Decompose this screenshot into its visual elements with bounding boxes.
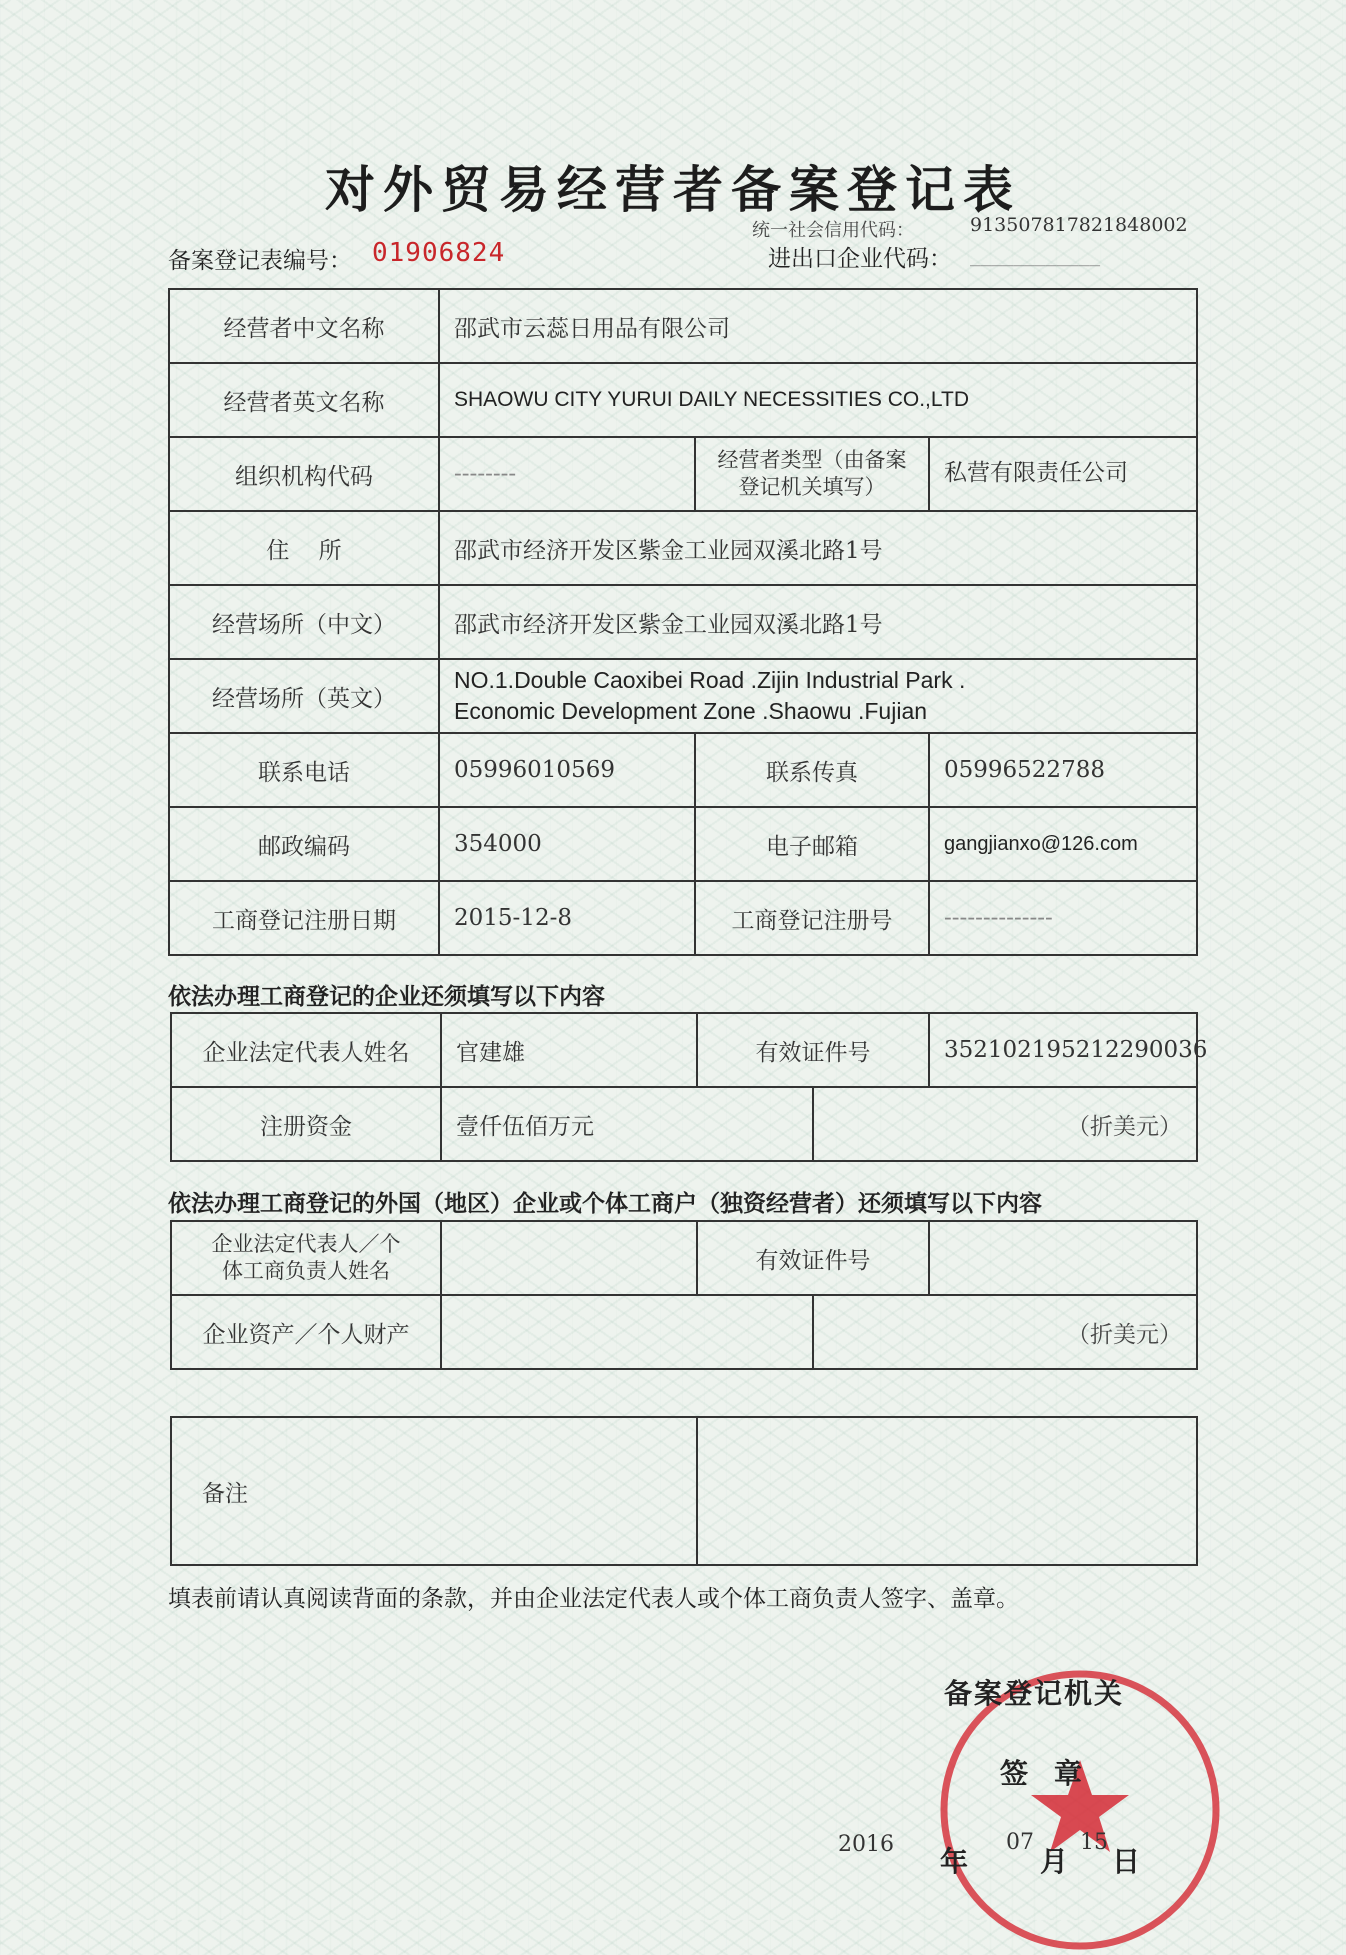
capital-value: 壹仟伍佰万元 bbox=[441, 1087, 813, 1161]
cn-name-value: 邵武市云蕊日用品有限公司 bbox=[439, 289, 1197, 363]
ie-code-value: ____________ bbox=[970, 246, 1101, 267]
date-day: 15 bbox=[1080, 1830, 1108, 1855]
date-year: 2016 bbox=[838, 1832, 894, 1857]
date-day-char: 日 bbox=[1112, 1845, 1141, 1878]
phone-value: 05996010569 bbox=[439, 733, 695, 807]
instruction-text: 填表前请认真阅读背面的条款，并由企业法定代表人或个体工商负责人签字、盖章。 bbox=[168, 1586, 1019, 1612]
biz-date-value: 2015-12-8 bbox=[439, 881, 695, 955]
remarks-label: 备注 bbox=[171, 1417, 697, 1565]
biz-date-label: 工商登记注册日期 bbox=[169, 881, 439, 955]
reg-no-value: 01906824 bbox=[372, 238, 506, 268]
address-label: 住 所 bbox=[169, 511, 439, 585]
type-label: 经营者类型（由备案登记机关填写） bbox=[695, 437, 929, 511]
uscc-value: 913507817821848002 bbox=[970, 214, 1188, 236]
sign-label: 签章 bbox=[1000, 1757, 1109, 1790]
email-label: 电子邮箱 bbox=[695, 807, 929, 881]
capital-usd-note: （折美元） bbox=[813, 1087, 1197, 1161]
org-code-label: 组织机构代码 bbox=[169, 437, 439, 511]
uscc-label: 统一社会信用代码： bbox=[752, 220, 914, 241]
date-year-char: 年 bbox=[940, 1845, 969, 1878]
section2-table bbox=[170, 1220, 1198, 1370]
assets-value bbox=[441, 1295, 813, 1369]
document-title: 对外贸易经营者备案登记表 bbox=[325, 161, 1021, 219]
postcode-value: 354000 bbox=[439, 807, 695, 881]
type-value: 私营有限责任公司 bbox=[929, 437, 1197, 511]
id2-label: 有效证件号 bbox=[697, 1221, 929, 1295]
capital-label: 注册资金 bbox=[171, 1087, 441, 1161]
org-code-value: -------- bbox=[439, 437, 695, 511]
id-value: 352102195212290036 bbox=[929, 1013, 1197, 1087]
cn-name-label: 经营者中文名称 bbox=[169, 289, 439, 363]
rep-value bbox=[441, 1221, 697, 1295]
en-name-value: SHAOWU CITY YURUI DAILY NECESSITIES CO.,LTD bbox=[439, 363, 1197, 437]
fax-value: 05996522788 bbox=[929, 733, 1197, 807]
remarks-value bbox=[697, 1417, 1197, 1565]
fax-label: 联系传真 bbox=[695, 733, 929, 807]
email-value: gangjianxo@126.com bbox=[929, 807, 1197, 881]
id2-value bbox=[929, 1221, 1197, 1295]
assets-usd-note: （折美元） bbox=[813, 1295, 1197, 1369]
postcode-label: 邮政编码 bbox=[169, 807, 439, 881]
date-month: 07 bbox=[1006, 1830, 1034, 1855]
biz-no-label: 工商登记注册号 bbox=[695, 881, 929, 955]
section2-heading: 依法办理工商登记的外国（地区）企业或个体工商户（独资经营者）还须填写以下内容 bbox=[168, 1191, 1042, 1217]
rep-label: 企业法定代表人／个体工商负责人姓名 bbox=[171, 1221, 441, 1295]
phone-label: 联系电话 bbox=[169, 733, 439, 807]
main-table bbox=[168, 288, 1198, 956]
legal-rep-value: 官建雄 bbox=[441, 1013, 697, 1087]
place-en-label: 经营场所（英文） bbox=[169, 659, 439, 733]
ie-code-label: 进出口企业代码： bbox=[768, 246, 952, 272]
section1-table bbox=[170, 1012, 1208, 1162]
id-label: 有效证件号 bbox=[697, 1013, 929, 1087]
section1-heading: 依法办理工商登记的企业还须填写以下内容 bbox=[168, 984, 605, 1010]
biz-no-value: -------------- bbox=[929, 881, 1197, 955]
place-cn-label: 经营场所（中文） bbox=[169, 585, 439, 659]
reg-no-label: 备案登记表编号： bbox=[168, 248, 352, 274]
place-en-value: NO.1.Double Caoxibei Road .Zijin Industrial Park . Economic Development Zone .Shaowu .Fujian bbox=[439, 659, 1197, 733]
date-month-char: 月 bbox=[1040, 1845, 1069, 1878]
remarks-table bbox=[170, 1416, 1198, 1566]
place-cn-value: 邵武市经济开发区紫金工业园双溪北路1号 bbox=[439, 585, 1197, 659]
assets-label: 企业资产／个人财产 bbox=[171, 1295, 441, 1369]
en-name-label: 经营者英文名称 bbox=[169, 363, 439, 437]
legal-rep-label: 企业法定代表人姓名 bbox=[171, 1013, 441, 1087]
address-value: 邵武市经济开发区紫金工业园双溪北路1号 bbox=[439, 511, 1197, 585]
authority-label: 备案登记机关 bbox=[944, 1677, 1125, 1710]
